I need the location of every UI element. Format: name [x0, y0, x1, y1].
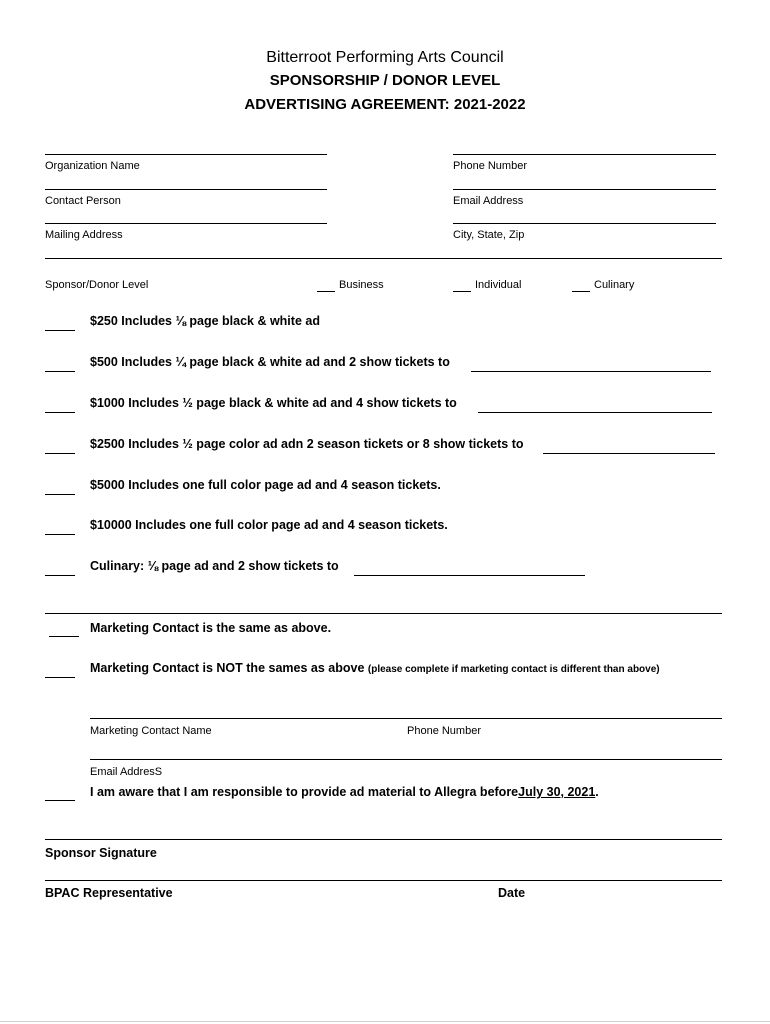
organization-name-label: Organization Name — [45, 160, 140, 172]
contact-person-field[interactable] — [45, 189, 327, 190]
marketing-email-label: Email AddresS — [90, 766, 163, 778]
deadline-date: July 30, 2021 — [518, 785, 596, 799]
email-address-label: Email Address — [453, 195, 524, 207]
business-label: Business — [339, 279, 384, 291]
mailing-address-label: Mailing Address — [45, 229, 123, 241]
business-checkbox[interactable] — [317, 291, 335, 292]
option-5000-checkbox[interactable] — [45, 494, 75, 495]
representative-label: BPAC Representative — [45, 886, 173, 900]
city-state-zip-field[interactable] — [453, 223, 716, 224]
page-bottom-edge — [0, 1021, 770, 1022]
option-250-label: $250 Includes ⅛ page black & white ad — [90, 314, 320, 328]
section-divider — [45, 258, 722, 259]
form-title: SPONSORSHIP / DONOR LEVEL — [269, 72, 501, 89]
responsibility-checkbox[interactable] — [45, 800, 75, 801]
culinary-checkbox[interactable] — [572, 291, 590, 292]
option-500-checkbox[interactable] — [45, 371, 75, 372]
organization-name-field[interactable] — [45, 154, 327, 155]
marketing-not-same-row — [90, 661, 660, 675]
marketing-contact-name-label: Marketing Contact Name — [90, 725, 212, 737]
option-5000-label: $5000 Includes one full color page ad and 4 season tickets. — [90, 478, 441, 492]
responsibility-row — [90, 785, 599, 799]
option-1000-tickets-field[interactable] — [478, 412, 712, 413]
responsibility-end: . — [595, 785, 599, 799]
sponsor-level-label: Sponsor/Donor Level — [45, 279, 149, 291]
option-culinary-tickets-field[interactable] — [354, 575, 585, 576]
individual-checkbox[interactable] — [453, 291, 471, 292]
section-divider-2 — [45, 613, 722, 614]
option-1000-checkbox[interactable] — [45, 412, 75, 413]
option-culinary-checkbox[interactable] — [45, 575, 75, 576]
option-2500-checkbox[interactable] — [45, 453, 75, 454]
sponsor-signature-field[interactable] — [45, 839, 722, 840]
sponsor-signature-label: Sponsor Signature — [45, 846, 157, 860]
responsibility-text: I am aware that I am responsible to provide ad material to Allegra before — [90, 785, 519, 799]
marketing-same-checkbox[interactable] — [49, 636, 79, 637]
option-2500-label: $2500 Includes ½ page color ad adn 2 season tickets or 8 show tickets to — [90, 437, 524, 451]
option-1000-label: $1000 Includes ½ page black & white ad and 4 show tickets to — [90, 396, 457, 410]
marketing-phone-label: Phone Number — [407, 725, 481, 737]
organization-title: Bitterroot Performing Arts Council — [266, 49, 504, 66]
option-500-tickets-field[interactable] — [471, 371, 711, 372]
city-state-zip-label: City, State, Zip — [453, 229, 525, 241]
option-500-label: $500 Includes ¼ page black & white ad and 2 show tickets to — [90, 355, 450, 369]
contact-person-label: Contact Person — [45, 195, 121, 207]
option-10000-checkbox[interactable] — [45, 534, 75, 535]
marketing-email-field[interactable] — [90, 759, 722, 760]
date-label: Date — [498, 886, 526, 900]
option-culinary-label: Culinary: ⅛ page ad and 2 show tickets to — [90, 559, 339, 573]
marketing-not-same-checkbox[interactable] — [45, 677, 75, 678]
marketing-not-same-note: (please complete if marketing contact is different than above) — [367, 664, 660, 675]
representative-signature-field[interactable] — [45, 880, 722, 881]
option-250-checkbox[interactable] — [45, 330, 75, 331]
email-address-field[interactable] — [453, 189, 716, 190]
marketing-same-label: Marketing Contact is the same as above. — [90, 621, 332, 635]
individual-label: Individual — [475, 279, 522, 291]
marketing-not-same-label: Marketing Contact is NOT the sames as above — [90, 661, 365, 675]
phone-number-field[interactable] — [453, 154, 716, 155]
culinary-label: Culinary — [594, 279, 635, 291]
form-subtitle: ADVERTISING AGREEMENT: 2021-2022 — [244, 96, 526, 113]
option-2500-tickets-field[interactable] — [543, 453, 715, 454]
marketing-contact-field[interactable] — [90, 718, 722, 719]
phone-number-label: Phone Number — [453, 160, 527, 172]
mailing-address-field[interactable] — [45, 223, 327, 224]
option-10000-label: $10000 Includes one full color page ad and 4 season tickets. — [90, 518, 448, 532]
